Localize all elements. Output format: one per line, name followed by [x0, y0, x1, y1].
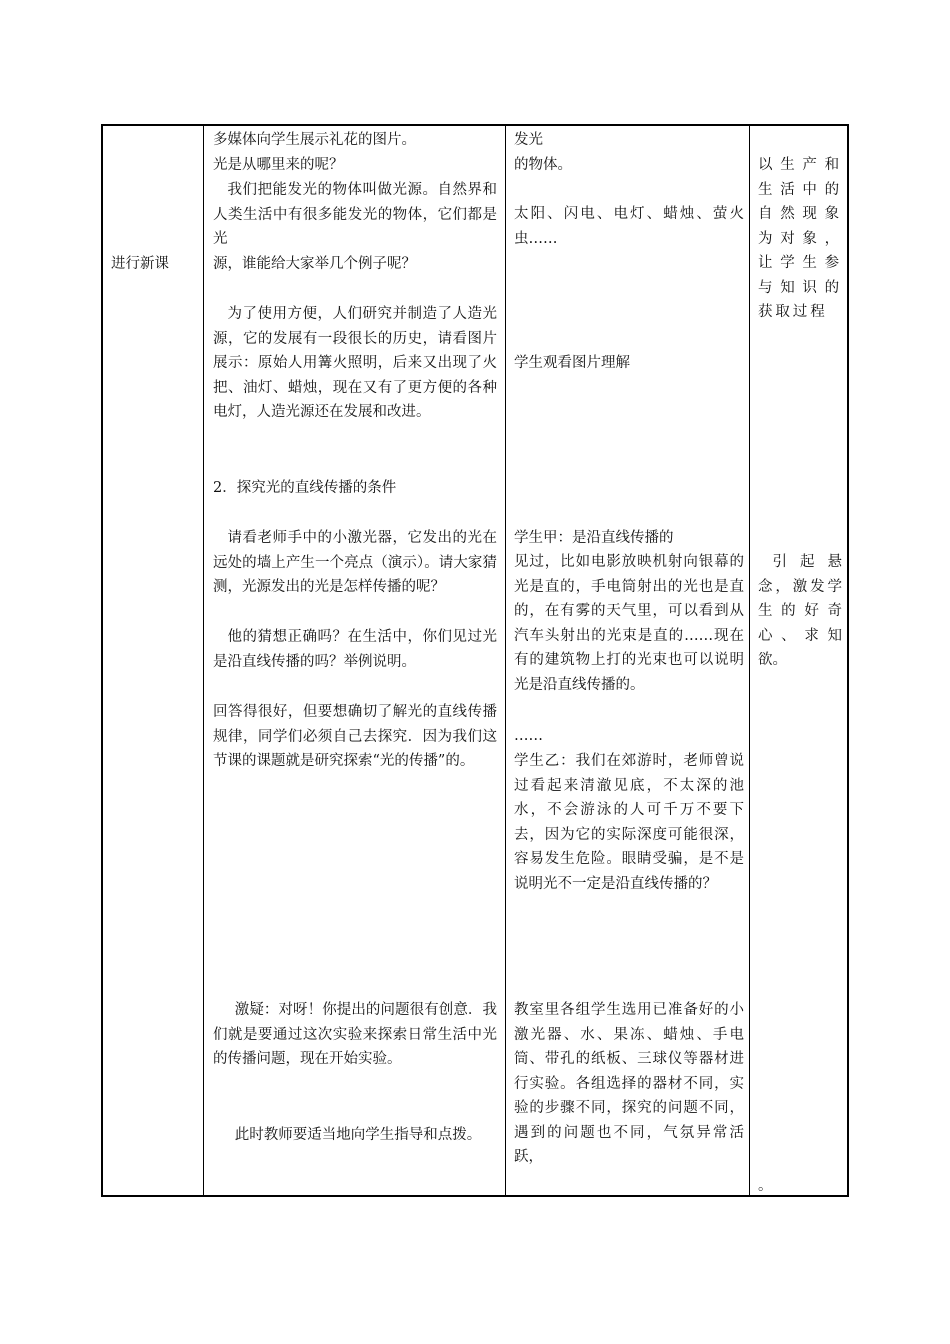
- student-text: ……: [514, 728, 543, 744]
- teacher-text: 激疑：对呀！你提出的问题很有创意．我们就是要通过这次实验来探索日常生活中光的传播问题，现在开始实验。: [213, 1002, 497, 1067]
- student-text: 学生甲：是沿直线传播的: [514, 530, 674, 546]
- teacher-activity-column: [204, 126, 506, 1195]
- student-text: 学生观看图片理解: [514, 355, 630, 371]
- teacher-text: 为了使用方便，人们研究并制造了人造光源，它的发展有一段很长的历史，请看图片展示：原始人用篝火照明，后来又出现了火把、油灯、蜡烛，现在又有了更方便的各种电灯，人造光源还在发展和改进。: [213, 306, 497, 420]
- teacher-text: 此时教师要适当地向学生指导和点拨。: [234, 1127, 482, 1143]
- lesson-table: [101, 124, 849, 1197]
- teacher-text: 回答得很好，但要想确切了解光的直线传播规律，同学们必须自己去探究．因为我们这节课的课题就是研究探索“光的传播”的。: [213, 704, 497, 769]
- student-text: 见过，比如电影放映机射向银幕的光是直的，手电筒射出的光也是直的，在有雾的天气里，可以看到从汽车头射出的光束是直的……现在有的建筑物上打的光束也可以说明光是沿直线传播的。: [514, 554, 744, 693]
- student-text: 教室里各组学生选用已准备好的小激光器、水、果冻、蜡烛、手电筒、带孔的纸板、三球仪等器材进行实验。各组选择的器材不同，实验的步骤不同，探究的问题不同，遇到的问题也不同，气氛异常活跃，: [514, 1002, 744, 1165]
- student-text: 发光: [514, 132, 543, 148]
- intent-text: 以生产和生活中的自然现象为对象，让学生参与知识的获取过程: [758, 157, 842, 320]
- design-intent-column: [750, 126, 847, 1195]
- student-activity-column: [506, 126, 750, 1195]
- student-text: 学生乙：我们在郊游时，老师曾说过看起来清澈见底，不太深的池水，不会游泳的人可千万不要下去，因为它的实际深度可能很深，容易发生危险。眼睛受骗，是不是说明光不一定是沿直线传播的？: [514, 753, 744, 892]
- teacher-text: 源，谁能给大家举几个例子呢？: [213, 256, 416, 272]
- intent-text: 引起悬念，激发学生的好奇心、求知欲。: [758, 554, 842, 668]
- student-text: 的物体。: [514, 157, 572, 173]
- teacher-text: 多媒体向学生展示礼花的图片。: [213, 132, 416, 148]
- stage-label: 进行新课: [111, 256, 169, 272]
- teacher-text: 我们把能发光的物体叫做光源。自然界和人类生活中有很多能发光的物体，它们都是光: [213, 182, 497, 247]
- section-heading: 2．探究光的直线传播的条件: [213, 480, 397, 496]
- teacher-text: 他的猜想正确吗？在生活中，你们见过光是沿直线传播的吗？举例说明。: [213, 629, 497, 670]
- teacher-text: 光是从哪里来的呢？: [213, 157, 344, 173]
- intent-text: 。: [758, 1178, 773, 1194]
- stage-column: [103, 126, 204, 1195]
- student-text: 太阳、闪电、电灯、蜡烛、萤火虫……: [514, 206, 744, 247]
- teacher-text: 请看老师手中的小激光器，它发出的光在远处的墙上产生一个亮点（演示）。请大家猜测，光源发出的光是怎样传播的呢？: [213, 530, 497, 595]
